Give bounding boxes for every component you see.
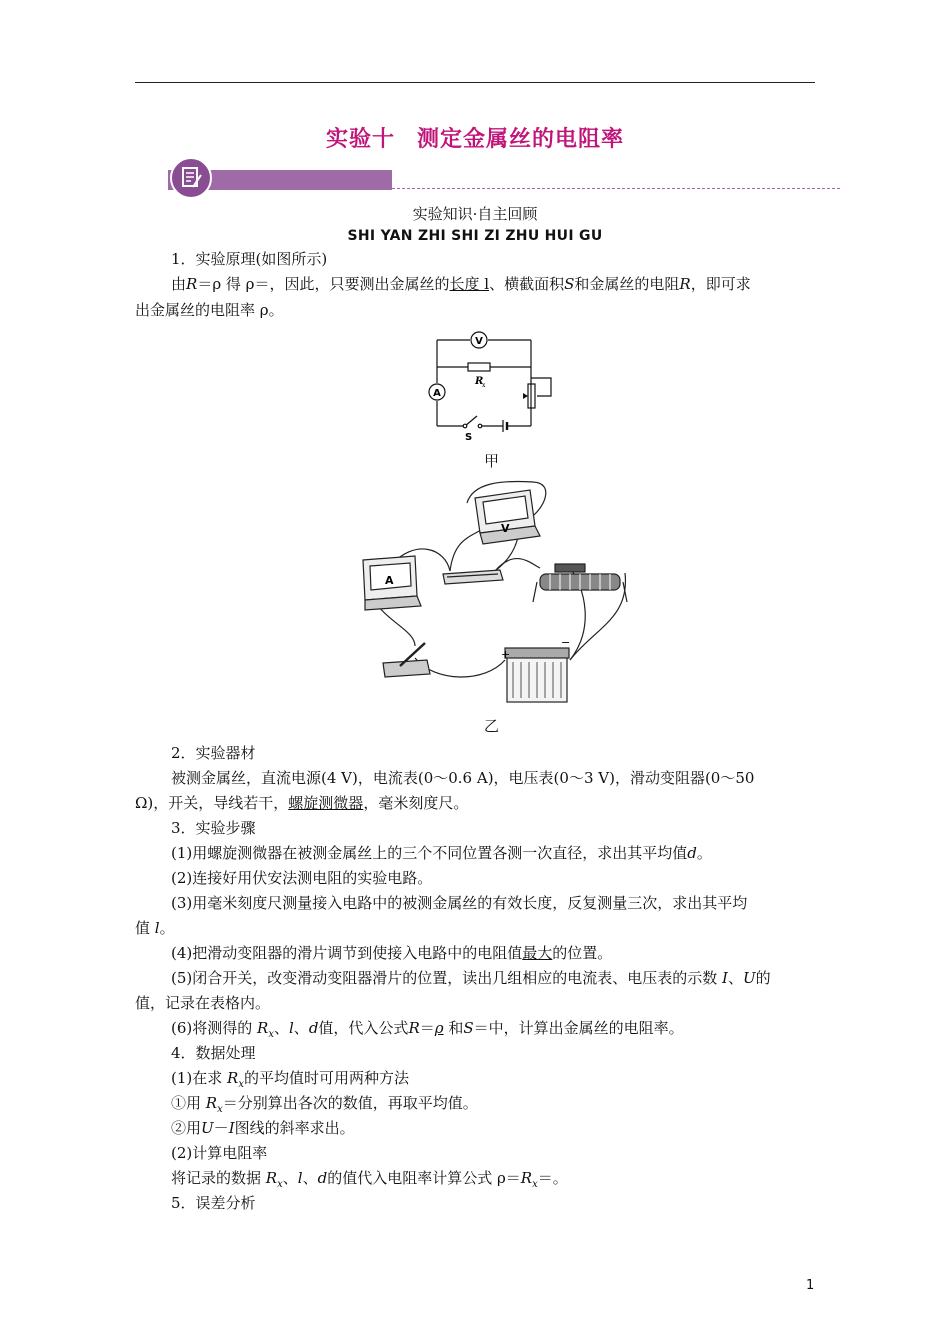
s1-paragraph-cont: 出金属丝的电阻率 ρ。 — [135, 301, 284, 319]
ammeter-label: A — [433, 388, 441, 399]
s3-step3-cont: 值 l。 — [135, 919, 175, 937]
s3-step3: (3)用毫米刻度尺测量接入电路中的被测金属丝的有效长度，反复测量三次，求出其平均 — [171, 894, 748, 912]
figure-caption-jia: 甲 — [484, 452, 500, 470]
s4-method2: ②用U－I图线的斜率求出。 — [171, 1119, 355, 1137]
figure-caption-yi: 乙 — [484, 717, 500, 735]
page-number: 1 — [806, 1278, 815, 1293]
s5-heading: 5．误差分析 — [171, 1194, 256, 1212]
s3-step5-cont: 值，记录在表格内。 — [135, 994, 271, 1012]
battery-plus-label: + — [501, 648, 511, 661]
s4-heading: 4．数据处理 — [171, 1044, 256, 1062]
s4-part1: (1)在求 $R_x$的平均值时可用两种方法 — [171, 1069, 409, 1090]
s4-part2-text: 将记录的数据 $R_x$、l、d的值代入电阻率计算公式 $\rho=R_x=$。 — [171, 1169, 568, 1190]
s1-heading: 1．实验原理(如图所示) — [171, 250, 328, 268]
s3-step5: (5)闭合开关，改变滑动变阻器滑片的位置，读出几组相应的电流表、电压表的示数 I、U的 — [171, 969, 771, 987]
switch-label: S — [465, 432, 473, 443]
s3-step4: (4)把滑动变阻器的滑片调节到使接入电路中的电阻值最大的位置。 — [171, 944, 613, 962]
s3-step1: (1)用螺旋测微器在被测金属丝上的三个不同位置各测一次直径，求出其平均值d。 — [171, 844, 712, 862]
battery-minus-label: − — [561, 636, 571, 649]
apparatus-illustration — [355, 478, 640, 710]
s3-step6: (6)将测得的 $R_x$、l、d值，代入公式R＝ρ 和S＝中，计算出金属丝的电阻率。 — [171, 1019, 684, 1040]
notebook-icon — [170, 157, 212, 199]
circuit-diagram — [425, 328, 555, 444]
s4-part2: (2)计算电阻率 — [171, 1144, 268, 1162]
page-title: 实验十 测定金属丝的电阻率 — [325, 127, 625, 152]
apparatus-voltmeter-label: V — [501, 522, 510, 535]
voltmeter-label: V — [475, 336, 483, 347]
s1-paragraph: 由R＝ρ 得 ρ＝，因此，只要测出金属丝的长度 l、横截面积S和金属丝的电阻R，即可求 — [171, 275, 751, 293]
section-pinyin: SHI YAN ZHI SHI ZI ZHU HUI GU — [347, 228, 603, 244]
s3-heading: 3．实验步骤 — [171, 819, 256, 837]
header-rule — [135, 82, 815, 83]
s4-method1: ①用 $R_x=$分别算出各次的数值，再取平均值。 — [171, 1094, 478, 1115]
s2-line2: Ω)，开关，导线若干，螺旋测微器，毫米刻度尺。 — [135, 794, 469, 812]
resistor-label: R — [475, 376, 484, 387]
s2-heading: 2．实验器材 — [171, 744, 256, 762]
resistor-subscript: x — [482, 382, 486, 389]
section-title: 实验知识·自主回顾 — [412, 205, 538, 223]
section-divider — [392, 188, 840, 189]
s3-step2: (2)连接好用伏安法测电阻的实验电路。 — [171, 869, 433, 887]
apparatus-ammeter-label: A — [385, 574, 394, 587]
s2-line1: 被测金属丝，直流电源(4 V)，电流表(0～0.6 A)，电压表(0～3 V)，滑动变阻器(0～50 — [171, 769, 755, 787]
